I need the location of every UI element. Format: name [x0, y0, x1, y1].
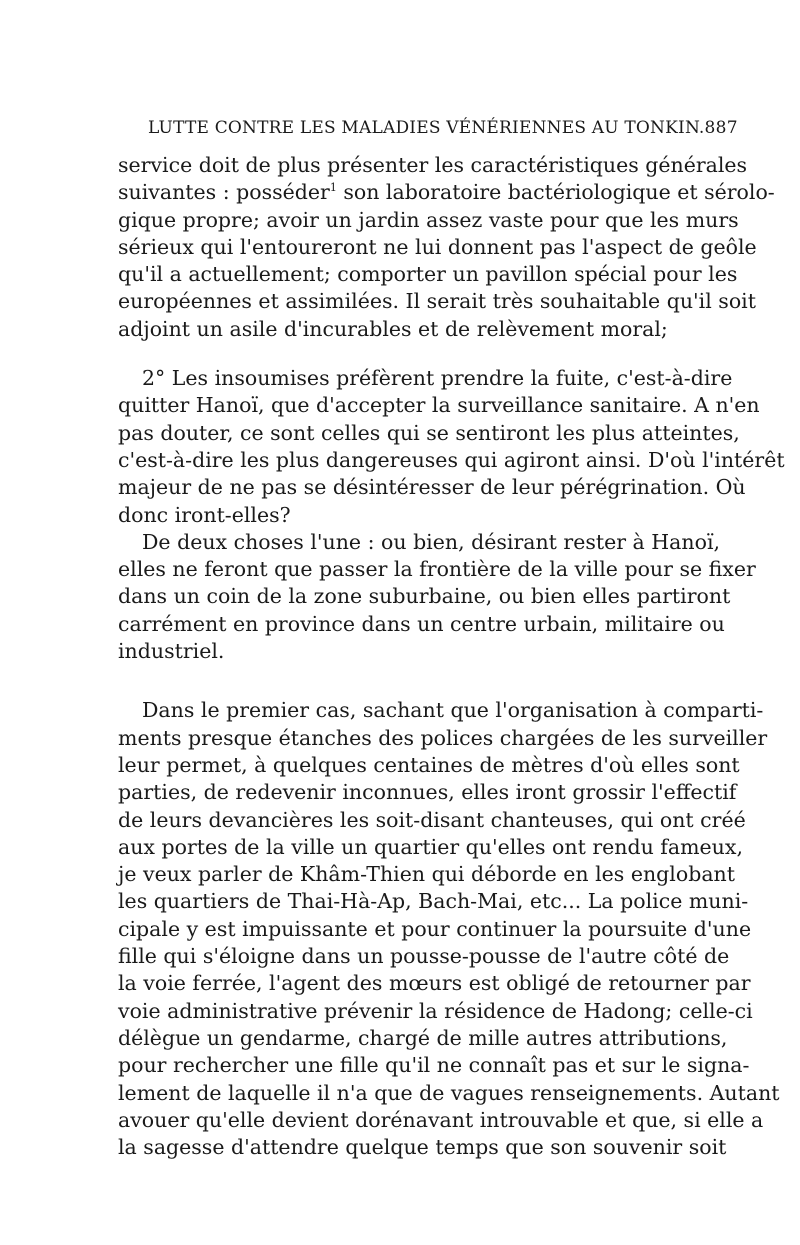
text-line: pour rechercher une fille qu'il ne connaît pas et sur le signa- — [118, 1053, 750, 1078]
running-head — [148, 118, 738, 138]
running-head-title: LUTTE CONTRE LES MALADIES VÉNÉRIENNES AU TONKIN. — [148, 118, 705, 138]
page-number: 887 — [704, 118, 738, 138]
footnote-mark: 1 — [329, 181, 337, 195]
text-line: cipale y est impuissante et pour continuer la poursuite d'une — [118, 916, 752, 941]
text-line: Dans le premier cas, sachant que l'organisation à comparti- — [142, 698, 764, 723]
text-line: fille qui s'éloigne dans un pousse-pousse de l'autre côté de — [118, 944, 730, 969]
text-line: européennes et assimilées. Il serait très souhaitable qu'il soit — [118, 289, 756, 314]
text-line: la voie ferrée, l'agent des mœurs est obligé de retourner par — [118, 971, 751, 996]
text-line: ments presque étanches des polices chargées de les surveiller — [118, 725, 768, 750]
text-line: 2° Les insoumises préfèrent prendre la fuite, c'est-à-dire — [142, 366, 733, 391]
text-line: de leurs devancières les soit-disant chanteuses, qui ont créé — [118, 807, 746, 832]
text-line: parties, de redevenir inconnues, elles iront grossir l'effectif — [118, 780, 737, 805]
text-line: les quartiers de Thai-Hà-Ap, Bach-Mai, etc... La police muni- — [118, 889, 749, 914]
text-line: avouer qu'elle devient dorénavant introuvable et que, si elle a — [118, 1107, 764, 1132]
text-line: dans un coin de la zone suburbaine, ou bien elles partiront — [118, 584, 731, 609]
text-line-segment: suivantes : posséder — [118, 180, 330, 205]
text-line: gique propre; avoir un jardin assez vaste pour que les murs — [118, 207, 739, 232]
text-line: la sagesse d'attendre quelque temps que son souvenir soit — [118, 1135, 727, 1160]
paragraph-3 — [118, 529, 756, 665]
text-line-segment: son laboratoire bactériologique et sérolo- — [343, 180, 775, 205]
text-line: aux portes de la ville un quartier qu'elles ont rendu fameux, — [118, 834, 743, 859]
text-line: majeur de ne pas se désintéresser de leur pérégrination. Où — [118, 475, 746, 500]
text-line: qu'il a actuellement; comporter un pavillon spécial pour les — [118, 262, 738, 287]
paragraph-4 — [118, 697, 780, 1161]
paragraph-1 — [118, 152, 775, 343]
text-line: adjoint un asile d'incurables et de relèvement moral; — [118, 316, 668, 341]
text-line: industriel. — [118, 639, 225, 664]
text-line: elles ne feront que passer la frontière de la ville pour se fixer — [118, 557, 756, 582]
text-line: je veux parler de Khâm-Thien qui déborde en les englobant — [118, 862, 735, 887]
text-line: De deux choses l'une : ou bien, désirant rester à Hanoï, — [142, 529, 721, 554]
text-line: leur permet, à quelques centaines de mètres d'où elles sont — [118, 752, 740, 777]
text-line: c'est-à-dire les plus dangereuses qui agiront ainsi. D'où l'intérêt — [118, 447, 785, 472]
text-line — [118, 179, 775, 206]
text-line: quitter Hanoï, que d'accepter la surveillance sanitaire. A n'en — [118, 393, 760, 418]
text-line: délègue un gendarme, chargé de mille autres attributions, — [118, 1025, 728, 1050]
text-line: sérieux qui l'entoureront ne lui donnent pas l'aspect de geôle — [118, 234, 757, 259]
text-line: donc iront-elles? — [118, 502, 291, 527]
text-line: pas douter, ce sont celles qui se sentiront les plus atteintes, — [118, 420, 740, 445]
paragraph-2 — [118, 365, 785, 529]
text-line: carrément en province dans un centre urbain, militaire ou — [118, 611, 725, 636]
page-body — [118, 152, 785, 1161]
text-line: lement de laquelle il n'a que de vagues renseignements. Autant — [118, 1080, 780, 1105]
text-line: voie administrative prévenir la résidence de Hadong; celle-ci — [118, 998, 753, 1023]
text-line: service doit de plus présenter les caractéristiques générales — [118, 153, 748, 177]
